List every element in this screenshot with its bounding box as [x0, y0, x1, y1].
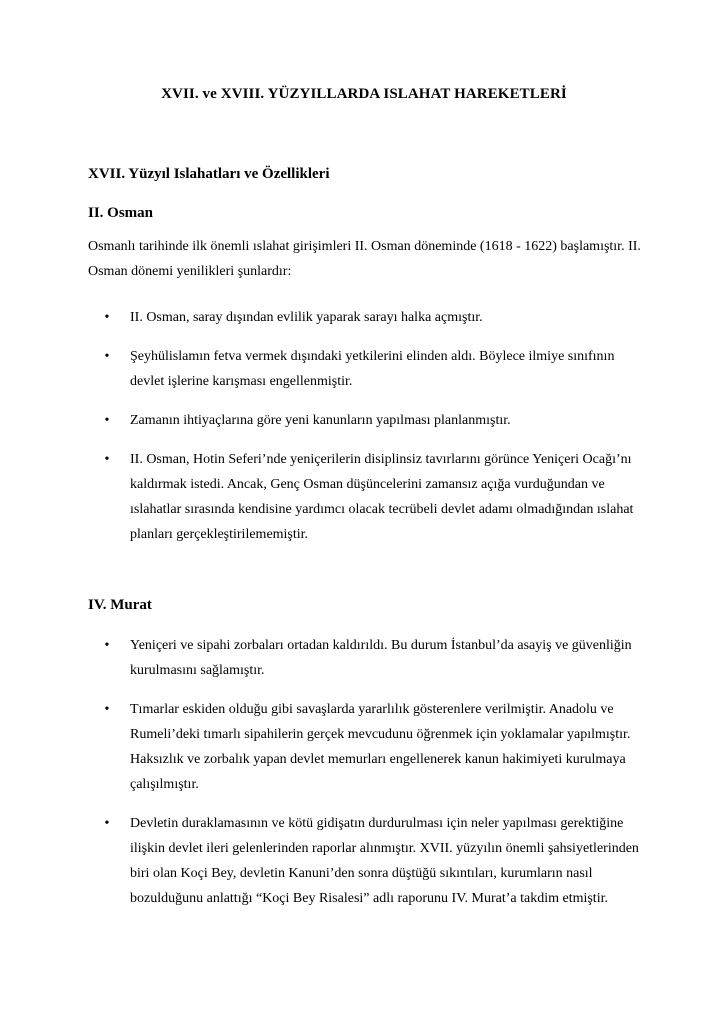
list-item-text: Şeyhülislamın fetva vermek dışındaki yetkilerini elinden aldı. Böylece ilmiye sınıfının devlet işlerine karışması engellenmiştir. — [130, 349, 615, 389]
bullet-icon: • — [104, 452, 110, 467]
list-item-text: II. Osman, saray dışından evlilik yaparak sarayı halka açmıştır. — [130, 310, 483, 325]
ii-osman-reform-list — [88, 305, 648, 561]
list-item-text: Tımarlar eskiden olduğu gibi savaşlarda yararlılık gösterenlere verilmiştir. Anadolu ve Rumeli’deki tımarlı sipahilerin gerçek mevcudunu öğrenmek için yoklamalar yapılmıştır. Haksızlık ve zorbalık yapan devlet memurları engellenerek kanun hakimiyeti kurulmaya çalışılmıştır. — [130, 702, 631, 792]
bullet-icon: • — [104, 413, 110, 428]
bullet-icon: • — [104, 310, 110, 325]
bullet-icon: • — [104, 638, 110, 653]
bullet-icon: • — [104, 816, 110, 831]
list-item-text: II. Osman, Hotin Seferi’nde yeniçerilerin disiplinsiz tavırlarını görünce Yeniçeri Ocağı’nı kaldırmak istedi. Ancak, Genç Osman düşüncelerini zamansız açığa vurduğundan ve ıslahatlar sırasında kendisine yardımcı olacak tecrübeli devlet adamı olmadığından ıslahat planları gerçekleştirilememiştir. — [130, 452, 634, 542]
list-item — [88, 305, 648, 330]
ii-osman-intro-paragraph: Osmanlı tarihinde ilk önemli ıslahat girişimleri II. Osman döneminde (1618 - 1622) başlamıştır. II. Osman dönemi yenilikleri şunlardır: — [88, 239, 641, 279]
list-item — [88, 633, 648, 683]
list-item — [88, 344, 648, 394]
section-heading-ii-osman: II. Osman — [88, 205, 154, 221]
section-heading-iv-murat: IV. Murat — [88, 597, 152, 613]
list-item-text: Yeniçeri ve sipahi zorbaları ortadan kaldırıldı. Bu durum İstanbul’da asayiş ve güvenliğin kurulmasını sağlamıştır. — [130, 638, 632, 678]
list-item — [88, 697, 648, 797]
iv-murat-reform-list — [88, 633, 648, 925]
list-item-text: Zamanın ihtiyaçlarına göre yeni kanunların yapılması planlanmıştır. — [130, 413, 511, 428]
bullet-icon: • — [104, 349, 110, 364]
list-item — [88, 408, 648, 433]
document-title: XVII. ve XVIII. YÜZYILLARDA ISLAHAT HAREKETLERİ — [161, 86, 567, 102]
list-item — [88, 447, 648, 547]
list-item — [88, 811, 648, 911]
list-item-text: Devletin duraklamasının ve kötü gidişatın durdurulması için neler yapılması gerektiğine ilişkin devlet ileri gelenlerinden raporlar alınmıştır. XVII. yüzyılın önemli şahsiyetlerinden biri olan Koçi Bey, devletin Kanuni’den sonra düştüğü sıkıntıları, kurumların nasıl bozulduğunu anlattığı “Koçi Bey Risalesi” adlı raporunu IV. Murat’a takdim etmiştir. — [130, 816, 639, 906]
section-heading-xvii-century: XVII. Yüzyıl Islahatları ve Özellikleri — [88, 166, 330, 182]
bullet-icon: • — [104, 702, 110, 717]
